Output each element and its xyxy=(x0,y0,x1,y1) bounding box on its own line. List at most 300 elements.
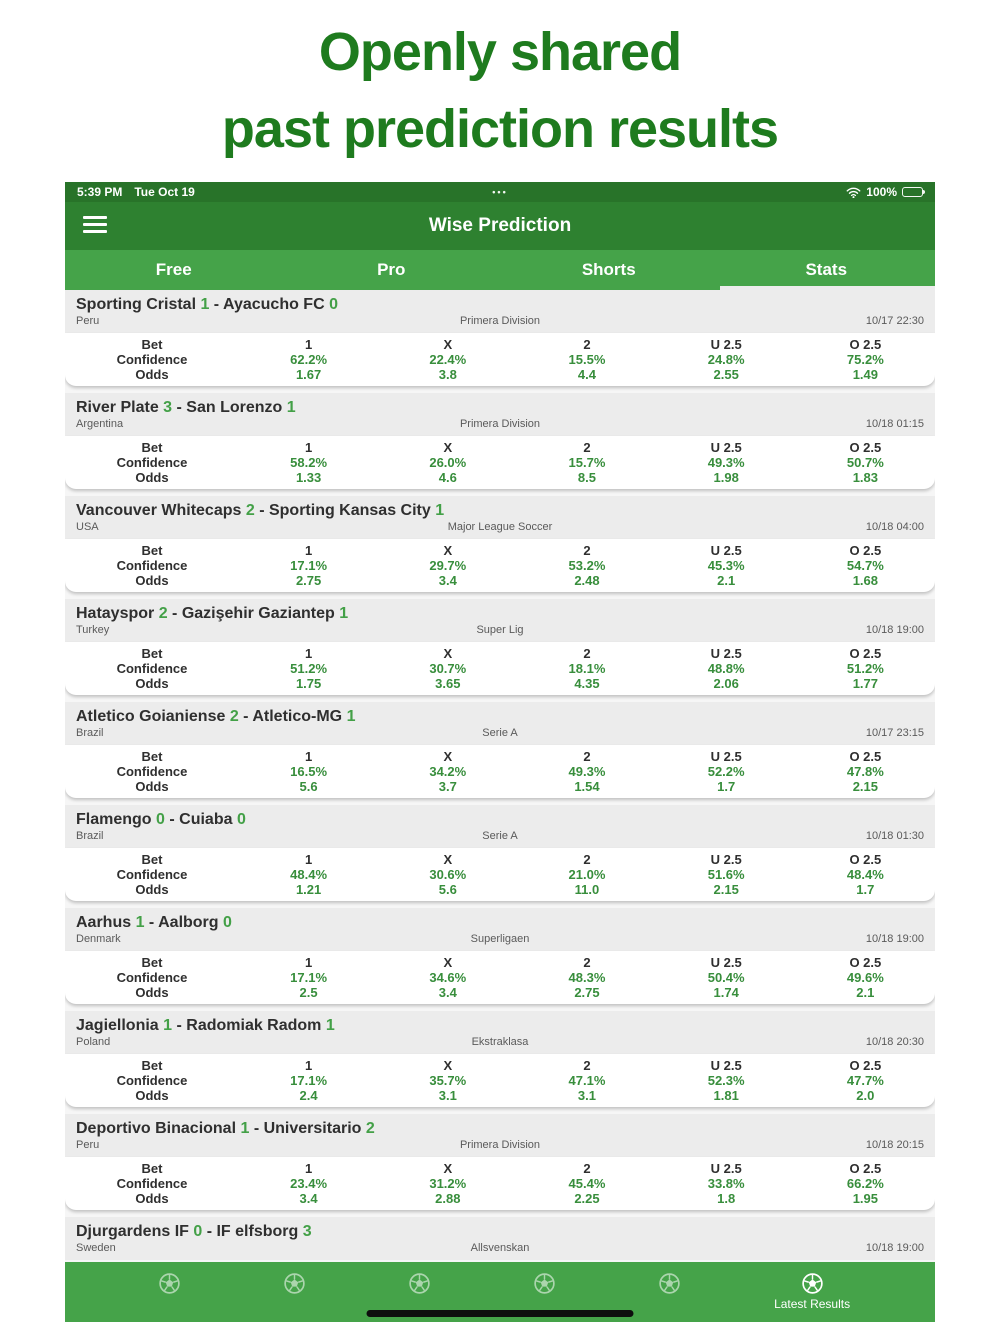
match-title xyxy=(65,702,935,726)
confidence-value-cell: 49.3% xyxy=(707,455,745,470)
odds-value-cell: 2.0 xyxy=(856,1088,875,1103)
confidence-value-cell: 66.2% xyxy=(846,1176,884,1191)
league-label: Serie A xyxy=(482,727,518,739)
confidence-value-cell: 47.1% xyxy=(568,1073,606,1088)
odds-value-cell: 2.75 xyxy=(295,573,322,588)
odds-value-cell: 1.33 xyxy=(295,470,322,485)
away-team-name: Gazişehir Gaziantep xyxy=(181,605,340,622)
home-team-score: 2 xyxy=(229,708,239,725)
bet-header-cell: O 2.5 xyxy=(849,1058,882,1073)
odds-value-cell: 2.25 xyxy=(574,1191,600,1206)
odds-value-cell: 2.1 xyxy=(717,573,736,588)
bet-header-cell: U 2.5 xyxy=(710,337,742,352)
match-card[interactable] xyxy=(65,908,935,1004)
prediction-table xyxy=(65,745,935,798)
datetime-label: 10/17 22:30 xyxy=(865,315,924,327)
bottom-nav-item[interactable] xyxy=(524,1271,564,1296)
away-team-score: 0 xyxy=(223,914,232,931)
away-team-name: San Lorenzo xyxy=(186,399,287,416)
odds-value-cell: 2.5 xyxy=(299,985,318,1000)
match-card[interactable] xyxy=(65,599,935,695)
home-team-score: 2 xyxy=(158,605,168,622)
bet-header-cell: 1 xyxy=(304,1161,313,1176)
bet-header-cell: X xyxy=(443,852,453,867)
home-team-score: 0 xyxy=(193,1223,203,1240)
odds-value-cell: 1.74 xyxy=(713,985,739,1000)
bet-header-cell: 2 xyxy=(583,749,591,764)
confidence-value-cell: 30.6% xyxy=(429,867,467,882)
bet-header-cell: X xyxy=(443,440,453,455)
confidence-value-cell: 22.4% xyxy=(429,352,467,367)
match-card-list xyxy=(65,290,935,1262)
odds-value-cell: 5.6 xyxy=(299,779,318,794)
confidence-value-cell: 52.3% xyxy=(707,1073,745,1088)
confidence-row-label: Confidence xyxy=(116,764,188,779)
bottom-nav-item[interactable] xyxy=(400,1271,440,1296)
match-card[interactable] xyxy=(65,496,935,592)
country-label: USA xyxy=(76,521,99,533)
match-card[interactable] xyxy=(65,702,935,798)
bet-header-cell: U 2.5 xyxy=(710,440,742,455)
confidence-row-label: Confidence xyxy=(116,867,188,882)
title-separator: - xyxy=(172,1017,187,1034)
country-label: Sweden xyxy=(76,1242,116,1254)
status-time: 5:39 PM xyxy=(77,185,123,199)
confidence-value-cell: 17.1% xyxy=(290,1073,328,1088)
odds-row-label: Odds xyxy=(135,1191,169,1206)
bet-header-cell: O 2.5 xyxy=(849,646,882,661)
odds-row-label: Odds xyxy=(135,367,169,382)
confidence-row-label: Confidence xyxy=(116,970,188,985)
league-label: Serie A xyxy=(482,830,518,842)
country-label: Poland xyxy=(76,1036,111,1048)
league-label: Ekstraklasa xyxy=(471,1036,529,1048)
soccer-ball-icon xyxy=(282,1271,307,1296)
home-indicator[interactable] xyxy=(367,1310,634,1317)
odds-value-cell: 2.1 xyxy=(856,985,875,1000)
confidence-value-cell: 17.1% xyxy=(290,970,328,985)
confidence-value-cell: 29.7% xyxy=(429,558,467,573)
odds-row-label: Odds xyxy=(135,1088,169,1103)
away-team-score: 3 xyxy=(302,1223,312,1240)
datetime-label: 10/18 20:15 xyxy=(865,1139,924,1151)
title-separator: - xyxy=(172,399,187,416)
tab-shorts[interactable]: Shorts xyxy=(581,260,636,279)
confidence-value-cell: 48.8% xyxy=(707,661,745,676)
title-separator: - xyxy=(202,1223,217,1240)
away-team-name: Ayacucho FC xyxy=(222,296,330,313)
title-separator: - xyxy=(167,605,182,622)
status-bar xyxy=(65,182,935,202)
confidence-value-cell: 51.2% xyxy=(290,661,328,676)
match-meta xyxy=(65,1138,935,1157)
prediction-table xyxy=(65,642,935,695)
odds-value-cell: 1.49 xyxy=(852,367,878,382)
confidence-value-cell: 62.2% xyxy=(290,352,328,367)
odds-value-cell: 1.54 xyxy=(574,779,600,794)
datetime-label: 10/18 19:00 xyxy=(865,624,924,636)
battery-icon xyxy=(902,187,923,197)
bet-header-cell: X xyxy=(443,1161,453,1176)
odds-value-cell: 8.5 xyxy=(577,470,596,485)
odds-value-cell: 3.4 xyxy=(438,985,457,1000)
confidence-value-cell: 16.5% xyxy=(290,764,328,779)
odds-value-cell: 3.8 xyxy=(438,367,457,382)
confidence-value-cell: 45.3% xyxy=(707,558,745,573)
odds-value-cell: 4.35 xyxy=(574,676,600,691)
country-label: Brazil xyxy=(76,830,104,842)
bet-row-label: Bet xyxy=(141,543,163,558)
odds-value-cell: 1.21 xyxy=(295,882,322,897)
odds-row-label: Odds xyxy=(135,470,169,485)
odds-value-cell: 3.1 xyxy=(438,1088,457,1103)
bet-row-label: Bet xyxy=(141,852,163,867)
bet-header-cell: O 2.5 xyxy=(849,543,882,558)
odds-value-cell: 1.8 xyxy=(717,1191,736,1206)
bet-header-cell: 1 xyxy=(304,543,313,558)
odds-value-cell: 2.4 xyxy=(299,1088,318,1103)
confidence-value-cell: 30.7% xyxy=(429,661,467,676)
match-card[interactable] xyxy=(65,805,935,901)
odds-row-label: Odds xyxy=(135,985,169,1000)
away-team-name: Universitario xyxy=(263,1120,366,1137)
app-screenshot xyxy=(65,182,935,1322)
home-team-name: Deportivo Binacional xyxy=(76,1120,241,1137)
bet-header-cell: O 2.5 xyxy=(849,852,882,867)
home-team-score: 1 xyxy=(163,1017,173,1034)
confidence-row-label: Confidence xyxy=(116,661,188,676)
match-meta xyxy=(65,932,935,951)
odds-value-cell: 3.7 xyxy=(438,779,457,794)
match-title xyxy=(65,1011,935,1035)
match-title xyxy=(65,1114,935,1138)
confidence-value-cell: 75.2% xyxy=(846,352,884,367)
tab-bar xyxy=(65,250,935,290)
bet-header-cell: 1 xyxy=(304,440,313,455)
confidence-value-cell: 49.3% xyxy=(568,764,606,779)
bet-header-cell: 2 xyxy=(583,955,591,970)
away-team-score: 1 xyxy=(435,502,445,519)
confidence-value-cell: 45.4% xyxy=(568,1176,606,1191)
odds-value-cell: 2.55 xyxy=(713,367,739,382)
odds-value-cell: 1.7 xyxy=(856,882,875,897)
headline-line1: Openly shared xyxy=(318,22,682,82)
odds-value-cell: 5.6 xyxy=(438,882,457,897)
confidence-value-cell: 50.4% xyxy=(707,970,745,985)
confidence-value-cell: 24.8% xyxy=(707,352,745,367)
confidence-value-cell: 18.1% xyxy=(568,661,606,676)
soccer-ball-icon xyxy=(157,1271,182,1296)
odds-row-label: Odds xyxy=(135,779,169,794)
confidence-value-cell: 21.0% xyxy=(568,867,606,882)
odds-value-cell: 1.95 xyxy=(852,1191,878,1206)
confidence-value-cell: 15.5% xyxy=(568,352,606,367)
home-team-name: Jagiellonia xyxy=(76,1017,164,1034)
confidence-value-cell: 31.2% xyxy=(429,1176,467,1191)
odds-value-cell: 3.4 xyxy=(438,573,457,588)
odds-value-cell: 3.4 xyxy=(299,1191,318,1206)
league-label: Primera Division xyxy=(459,1139,541,1151)
title-separator: - xyxy=(249,1120,264,1137)
match-title xyxy=(65,1217,935,1241)
bottom-nav-item[interactable] xyxy=(649,1271,689,1296)
home-team-name: River Plate xyxy=(76,399,164,416)
datetime-label: 10/18 19:00 xyxy=(865,933,924,945)
match-meta xyxy=(65,314,935,333)
bet-header-cell: U 2.5 xyxy=(710,955,742,970)
app-header xyxy=(65,202,935,250)
title-separator: - xyxy=(164,811,180,828)
odds-value-cell: 1.98 xyxy=(713,470,739,485)
away-team-name: Sporting Kansas City xyxy=(268,502,436,519)
bottom-nav-latest-results[interactable] xyxy=(774,1271,850,1311)
prediction-table xyxy=(65,1054,935,1107)
bet-row-label: Bet xyxy=(141,955,163,970)
match-meta xyxy=(65,417,935,436)
match-meta xyxy=(65,520,935,539)
home-team-name: Flamengo xyxy=(76,811,157,828)
bet-row-label: Bet xyxy=(141,1058,163,1073)
bet-header-cell: X xyxy=(443,749,453,764)
confidence-value-cell: 33.8% xyxy=(707,1176,745,1191)
datetime-label: 10/18 19:00 xyxy=(865,1242,924,1254)
odds-value-cell: 1.75 xyxy=(295,676,322,691)
match-card[interactable] xyxy=(65,1011,935,1107)
home-team-name: Aarhus xyxy=(76,914,136,931)
confidence-row-label: Confidence xyxy=(116,1073,188,1088)
confidence-value-cell: 52.2% xyxy=(707,764,745,779)
match-title xyxy=(65,805,935,829)
away-team-name: Cuiaba xyxy=(179,811,237,828)
title-separator: - xyxy=(144,914,159,931)
soccer-ball-icon xyxy=(407,1271,432,1296)
bet-header-cell: U 2.5 xyxy=(710,749,742,764)
match-title xyxy=(65,393,935,417)
away-team-score: 1 xyxy=(346,708,356,725)
odds-value-cell: 4.6 xyxy=(438,470,457,485)
away-team-name: Atletico-MG xyxy=(252,708,347,725)
bet-header-cell: U 2.5 xyxy=(710,1058,742,1073)
away-team-name: Aalborg xyxy=(158,914,223,931)
country-label: Brazil xyxy=(76,727,104,739)
bet-header-cell: 1 xyxy=(304,1058,313,1073)
bet-header-cell: X xyxy=(443,337,453,352)
confidence-value-cell: 48.4% xyxy=(290,867,328,882)
league-label: Primera Division xyxy=(459,418,541,430)
match-title xyxy=(65,496,935,520)
datetime-label: 10/17 23:15 xyxy=(865,727,924,739)
league-label: Allsvenskan xyxy=(470,1242,530,1254)
datetime-label: 10/18 01:30 xyxy=(865,830,924,842)
bet-header-cell: 2 xyxy=(583,440,591,455)
datetime-label: 10/18 04:00 xyxy=(865,521,924,533)
odds-value-cell: 1.67 xyxy=(295,367,322,382)
confidence-value-cell: 15.7% xyxy=(568,455,606,470)
bet-header-cell: O 2.5 xyxy=(849,440,882,455)
page-headline xyxy=(0,0,1000,167)
match-card[interactable] xyxy=(65,393,935,489)
match-meta xyxy=(65,726,935,745)
country-label: Denmark xyxy=(76,933,121,945)
odds-row-label: Odds xyxy=(135,573,169,588)
away-team-score: 2 xyxy=(365,1120,375,1137)
match-title xyxy=(65,290,935,314)
league-label: Primera Division xyxy=(459,315,541,327)
bet-row-label: Bet xyxy=(141,440,163,455)
confidence-value-cell: 51.2% xyxy=(846,661,884,676)
match-card[interactable] xyxy=(65,1114,935,1210)
title-separator: - xyxy=(254,502,269,519)
confidence-value-cell: 51.6% xyxy=(707,867,745,882)
menu-icon[interactable] xyxy=(83,216,107,237)
confidence-value-cell: 49.6% xyxy=(846,970,884,985)
home-team-score: 1 xyxy=(135,914,145,931)
confidence-value-cell: 50.7% xyxy=(846,455,884,470)
bet-header-cell: 2 xyxy=(583,1161,591,1176)
confidence-row-label: Confidence xyxy=(116,558,188,573)
battery-percent: 100% xyxy=(866,185,897,199)
odds-value-cell: 11.0 xyxy=(574,882,600,897)
match-meta xyxy=(65,829,935,848)
odds-value-cell: 1.83 xyxy=(852,470,878,485)
confidence-value-cell: 48.3% xyxy=(568,970,606,985)
confidence-value-cell: 17.1% xyxy=(290,558,328,573)
bet-row-label: Bet xyxy=(141,646,163,661)
away-team-score: 1 xyxy=(339,605,349,622)
league-label: Super Lig xyxy=(476,624,524,636)
confidence-value-cell: 23.4% xyxy=(290,1176,328,1191)
home-team-name: Hatayspor xyxy=(76,605,159,622)
confidence-value-cell: 53.2% xyxy=(568,558,606,573)
datetime-label: 10/18 20:30 xyxy=(865,1036,924,1048)
bottom-nav-item[interactable] xyxy=(275,1271,315,1296)
bet-row-label: Bet xyxy=(141,337,163,352)
match-meta xyxy=(65,1241,935,1260)
bet-header-cell: X xyxy=(443,646,453,661)
prediction-table xyxy=(65,1157,935,1210)
confidence-value-cell: 47.8% xyxy=(846,764,884,779)
away-team-score: 1 xyxy=(325,1017,335,1034)
odds-value-cell: 2.75 xyxy=(574,985,600,1000)
tab-free[interactable]: Free xyxy=(155,260,192,279)
bet-row-label: Bet xyxy=(141,1161,163,1176)
bet-header-cell: 2 xyxy=(583,543,591,558)
headline-line2: past prediction results xyxy=(221,98,779,159)
away-team-name: IF elfsborg xyxy=(216,1223,303,1240)
home-team-score: 1 xyxy=(200,296,210,313)
bet-header-cell: O 2.5 xyxy=(849,1161,882,1176)
title-separator: - xyxy=(209,296,223,313)
bet-header-cell: O 2.5 xyxy=(849,955,882,970)
odds-value-cell: 1.81 xyxy=(713,1088,739,1103)
confidence-value-cell: 35.7% xyxy=(429,1073,467,1088)
datetime-label: 10/18 01:15 xyxy=(865,418,924,430)
match-title xyxy=(65,908,935,932)
odds-value-cell: 1.7 xyxy=(717,779,736,794)
bet-header-cell: 1 xyxy=(304,337,313,352)
multitask-dots-icon: ••• xyxy=(492,187,508,197)
bet-header-cell: 2 xyxy=(583,646,591,661)
confidence-value-cell: 54.7% xyxy=(846,558,884,573)
home-team-name: Sporting Cristal xyxy=(76,296,201,313)
confidence-row-label: Confidence xyxy=(116,352,188,367)
away-team-score: 0 xyxy=(329,296,338,313)
confidence-value-cell: 47.7% xyxy=(846,1073,884,1088)
bet-row-label: Bet xyxy=(141,749,163,764)
confidence-value-cell: 34.6% xyxy=(429,970,467,985)
bottom-nav-label: Latest Results xyxy=(774,1297,851,1311)
bet-header-cell: O 2.5 xyxy=(849,337,882,352)
odds-value-cell: 2.06 xyxy=(713,676,739,691)
odds-value-cell: 2.15 xyxy=(713,882,739,897)
match-meta xyxy=(65,623,935,642)
away-team-name: Radomiak Radom xyxy=(186,1017,326,1034)
odds-value-cell: 2.48 xyxy=(574,573,600,588)
app-title: Wise Prediction xyxy=(428,215,572,236)
bet-header-cell: U 2.5 xyxy=(710,646,742,661)
prediction-table xyxy=(65,951,935,1004)
home-team-name: Djurgardens IF xyxy=(76,1223,194,1240)
soccer-ball-icon xyxy=(657,1271,682,1296)
match-card[interactable] xyxy=(65,1217,935,1260)
country-label: Peru xyxy=(76,1139,100,1151)
league-label: Major League Soccer xyxy=(447,521,553,533)
tab-stats[interactable]: Stats xyxy=(718,250,936,290)
bet-header-cell: 1 xyxy=(304,749,313,764)
prediction-table xyxy=(65,333,935,386)
country-label: Turkey xyxy=(76,624,110,636)
bet-header-cell: 1 xyxy=(304,646,313,661)
status-date: Tue Oct 19 xyxy=(134,185,195,199)
tab-pro[interactable]: Pro xyxy=(377,260,406,279)
soccer-ball-icon xyxy=(532,1271,557,1296)
bet-header-cell: 1 xyxy=(304,955,313,970)
title-separator: - xyxy=(238,708,253,725)
confidence-value-cell: 26.0% xyxy=(429,455,467,470)
odds-row-label: Odds xyxy=(135,882,169,897)
confidence-value-cell: 34.2% xyxy=(429,764,467,779)
odds-value-cell: 2.15 xyxy=(852,779,878,794)
bet-header-cell: 2 xyxy=(583,337,591,352)
confidence-value-cell: 58.2% xyxy=(290,455,328,470)
bet-header-cell: 1 xyxy=(304,852,313,867)
bet-header-cell: U 2.5 xyxy=(710,852,742,867)
match-meta xyxy=(65,1035,935,1054)
bet-header-cell: 2 xyxy=(583,852,591,867)
odds-value-cell: 2.88 xyxy=(435,1191,461,1206)
bottom-nav-item[interactable] xyxy=(150,1271,190,1296)
match-title xyxy=(65,599,935,623)
home-team-name: Vancouver Whitecaps xyxy=(76,502,246,519)
home-team-score: 1 xyxy=(240,1120,250,1137)
confidence-value-cell: 48.4% xyxy=(846,867,884,882)
home-team-name: Atletico Goianiense xyxy=(76,708,230,725)
odds-row-label: Odds xyxy=(135,676,169,691)
match-card[interactable] xyxy=(65,290,935,386)
bet-header-cell: X xyxy=(443,543,453,558)
odds-value-cell: 3.65 xyxy=(435,676,461,691)
confidence-row-label: Confidence xyxy=(116,1176,188,1191)
odds-value-cell: 1.77 xyxy=(852,676,878,691)
prediction-table xyxy=(65,848,935,901)
bet-header-cell: X xyxy=(443,1058,453,1073)
bet-header-cell: U 2.5 xyxy=(710,1161,742,1176)
odds-value-cell: 1.68 xyxy=(852,573,878,588)
home-team-score: 3 xyxy=(163,399,173,416)
league-label: Superligaen xyxy=(470,933,530,945)
odds-value-cell: 4.4 xyxy=(577,367,596,382)
soccer-ball-icon xyxy=(800,1271,825,1296)
